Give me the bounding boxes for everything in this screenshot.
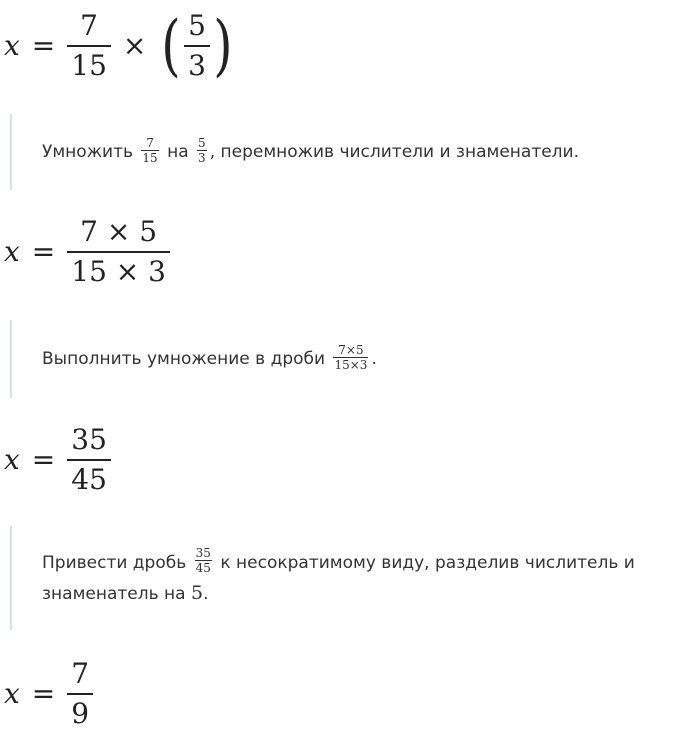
step-middle: к несократимому виду, разделив числитель и [220, 552, 635, 573]
equation-4 [4, 657, 93, 730]
numerator: 5 [198, 135, 206, 150]
denominator: 3 [188, 48, 206, 82]
fraction [67, 215, 170, 288]
numerator: 5 [188, 9, 206, 42]
step-text [42, 344, 377, 374]
equals-sign: = [31, 443, 56, 477]
times-sign: × [122, 29, 147, 63]
variable: x [4, 235, 20, 269]
inline-fraction [195, 547, 212, 574]
step-explanation-2 [10, 320, 670, 398]
divisor: 5 [190, 581, 204, 604]
equation-3 [4, 423, 111, 496]
variable: x [4, 29, 20, 63]
denominator: 45 [71, 462, 107, 496]
step-suffix: . [203, 583, 209, 604]
fraction-bar [67, 459, 111, 461]
step-suffix: , перемножив числители и знаменатели. [209, 142, 579, 162]
fraction-bar [184, 45, 210, 47]
equals-sign: = [31, 235, 56, 269]
numerator: 7 [80, 9, 98, 42]
inline-fraction [141, 137, 158, 164]
equation-1 [4, 6, 236, 84]
step-text [42, 548, 635, 609]
paren-close: ) [213, 6, 233, 84]
equation-2 [4, 215, 170, 288]
inline-fraction [333, 344, 368, 371]
numerator: 7 [146, 135, 154, 150]
denominator: 15 [71, 48, 107, 82]
numerator: 7 [71, 657, 90, 690]
step-line-1 [42, 548, 635, 578]
equals-sign: = [31, 677, 56, 711]
fraction-bar [67, 693, 93, 695]
fraction [67, 657, 93, 730]
numerator: 7 × 5 [80, 215, 158, 248]
parenthesized-fraction [158, 6, 235, 84]
step-explanation-1 [10, 114, 670, 190]
numerator: 35 [71, 423, 107, 456]
paren-open: ( [161, 6, 181, 84]
step-text [42, 137, 579, 167]
fraction [67, 9, 111, 82]
denominator: 15 [142, 150, 158, 165]
denominator: 9 [71, 696, 90, 730]
denominator: 45 [195, 561, 211, 575]
fraction-bar [67, 251, 170, 253]
step-middle: на [167, 142, 189, 162]
step-explanation-3 [10, 526, 670, 630]
step-prefix: Привести дробь [42, 552, 187, 573]
numerator: 7×5 [338, 342, 364, 357]
equals-sign: = [31, 29, 56, 63]
step-suffix: . [371, 349, 377, 369]
step-line-2 [42, 578, 635, 609]
inline-fraction [197, 137, 207, 164]
step-prefix: Выполнить умножение в дроби [42, 349, 326, 369]
denominator: 15×3 [334, 357, 368, 372]
denominator: 3 [198, 150, 206, 165]
fraction [67, 423, 111, 496]
denominator: 15 × 3 [71, 254, 166, 288]
variable: x [4, 443, 20, 477]
step-line-2-text: знаменатель на [42, 583, 186, 604]
numerator: 35 [195, 546, 211, 560]
step-prefix: Умножить [42, 142, 133, 162]
variable: x [4, 677, 20, 711]
fraction-bar [67, 45, 111, 47]
fraction [184, 9, 210, 82]
